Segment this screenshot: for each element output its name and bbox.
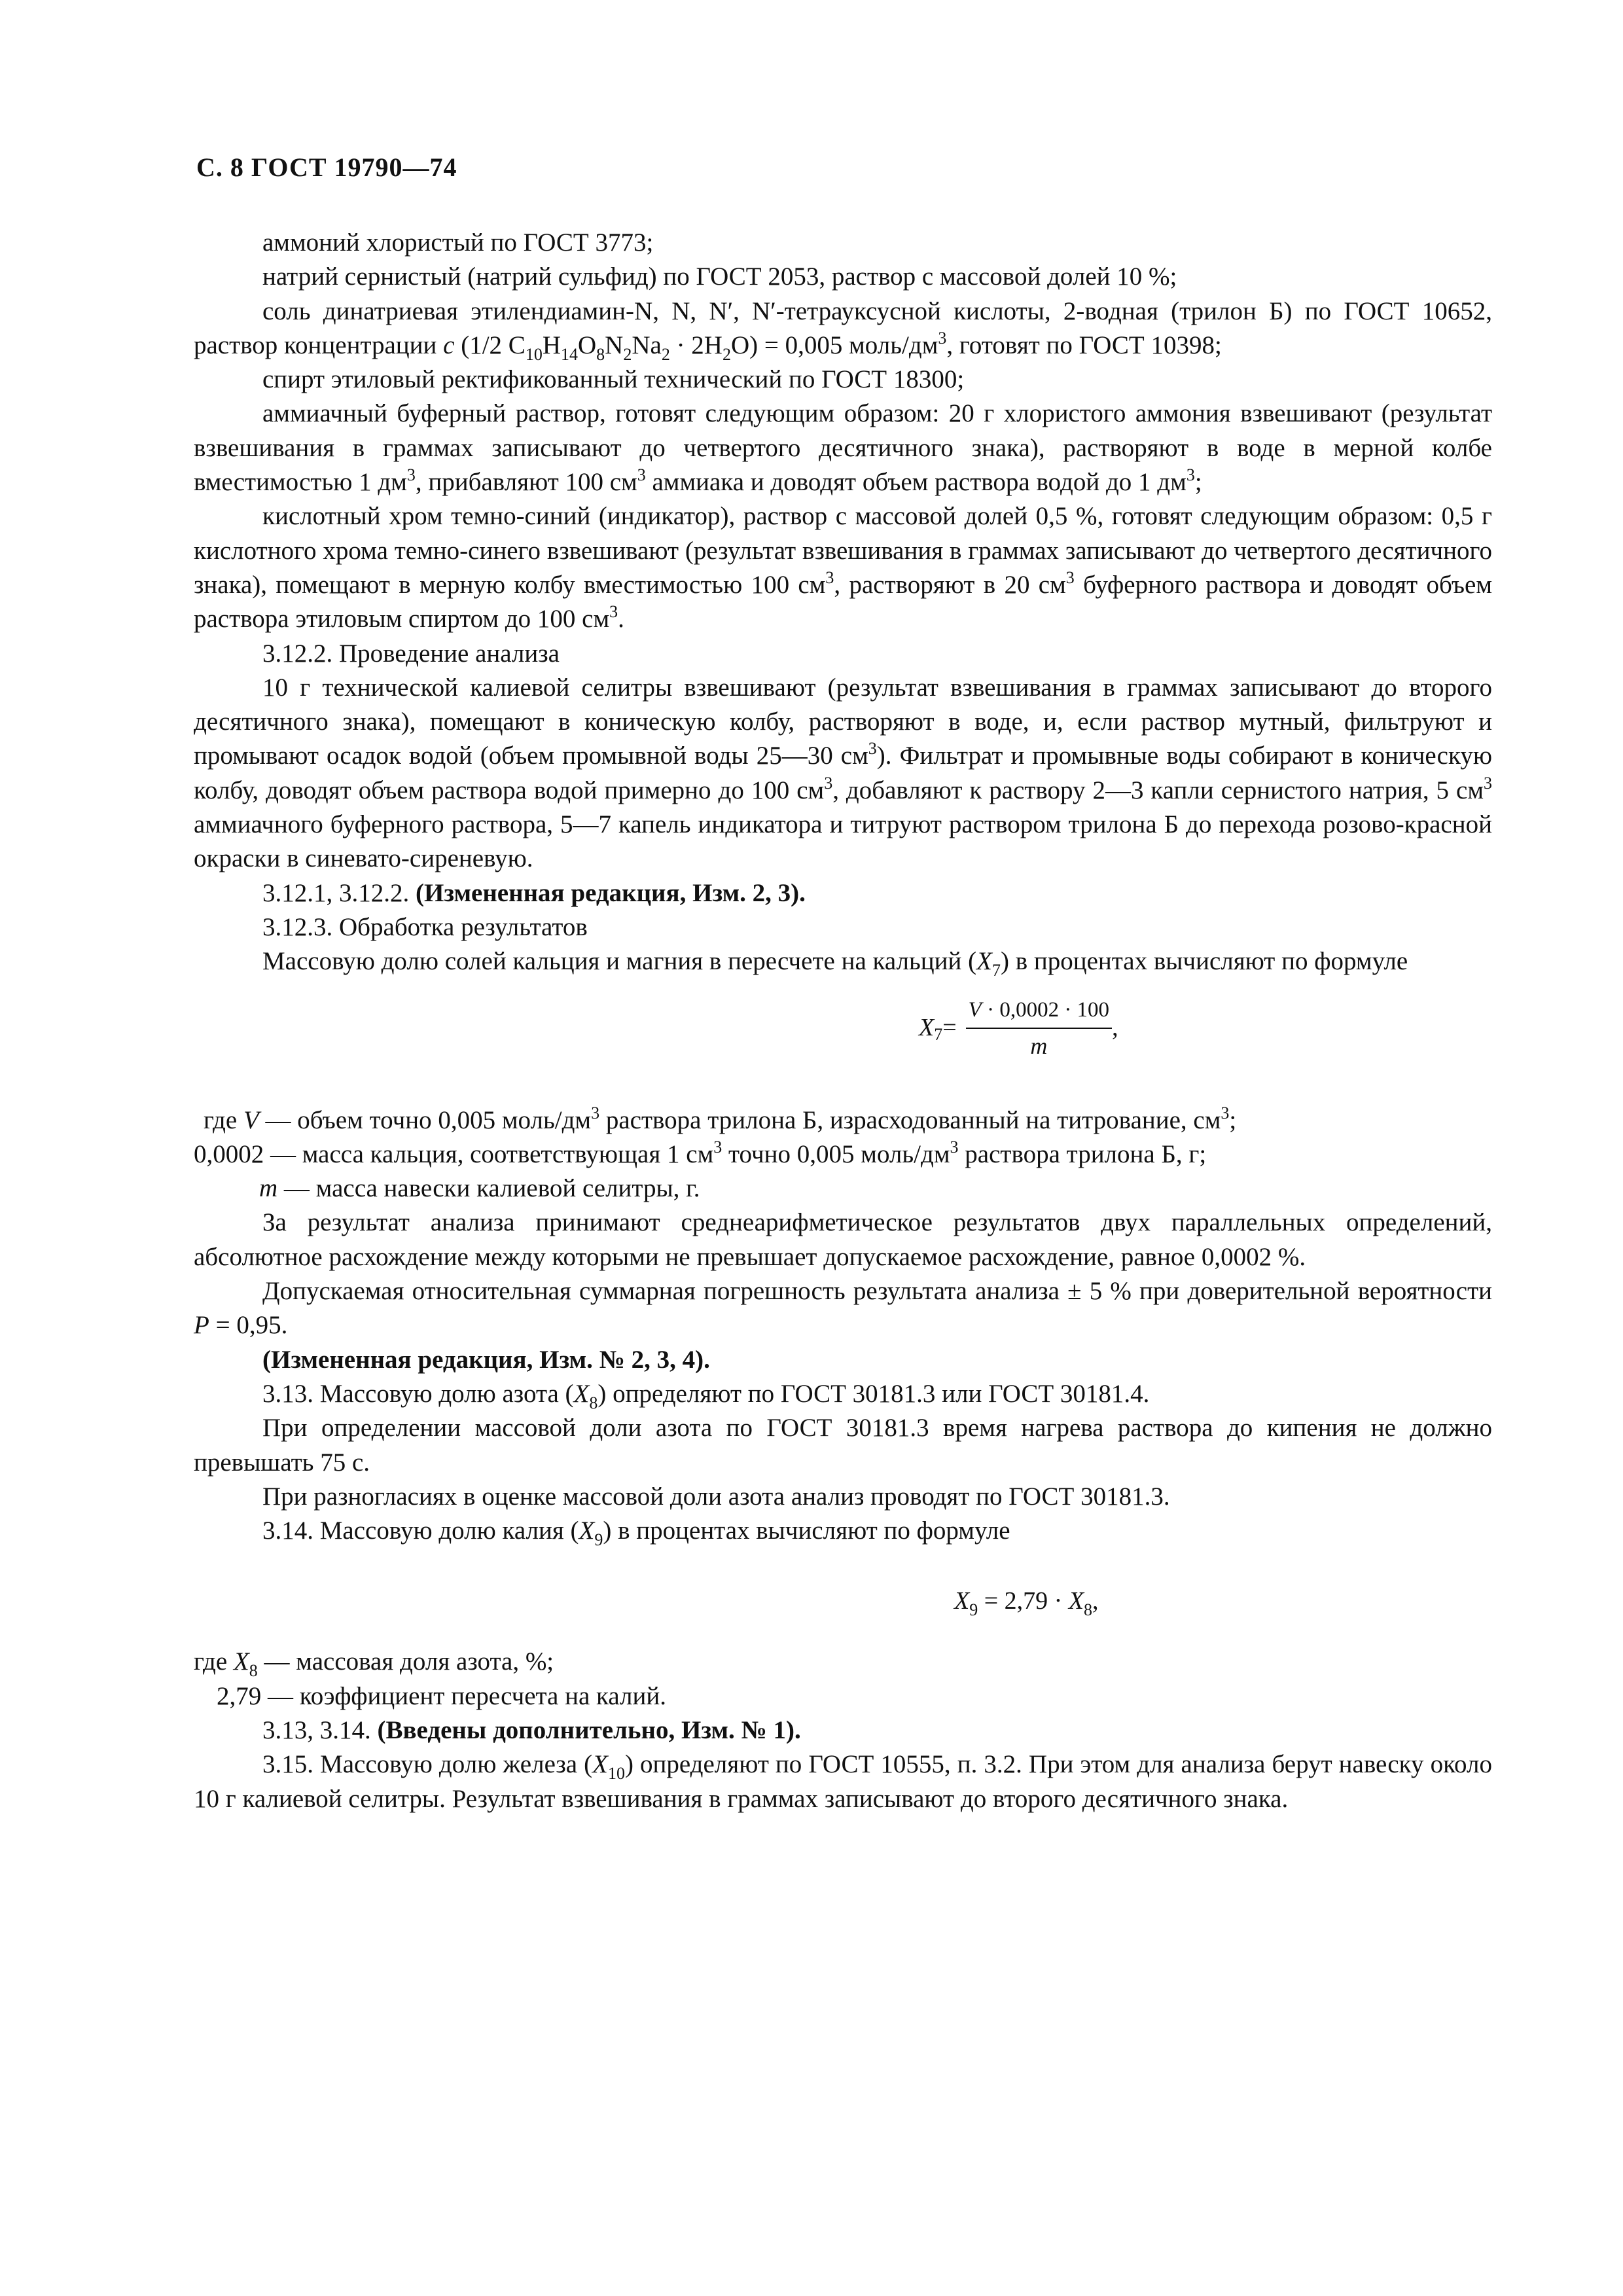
formula-legend-v: где V — объем точно 0,005 моль/$дм^3$ раствора трилона Б, израсходованный на титрование, $см^3$; bbox=[204, 1103, 1237, 1134]
amendment-note-3-12: 3.12.1, 3.12.2. (Измененная редакция, Изм. 2, 3). bbox=[262, 878, 806, 907]
formula-x7-numerator: V · 0,0002 · 100 bbox=[966, 995, 1112, 1029]
paragraph-result-acceptance: За результат анализа принимают среднеарифметическое результатов двух параллельных определений, абсолютное расхождение между которыми не превышает допускаемое расхождение, равное 0,0002 %. bbox=[194, 1208, 1492, 1271]
paragraph-reagent-ethanol: спирт этиловый ректификованный технический по ГОСТ 18300; bbox=[262, 365, 965, 394]
paragraph-3-15-iron: 3.15. Массовую долю железа $(X_{10})$ определяют по ГОСТ 10555, п. 3.2. При этом для анализа берут навеску около 10 г калиевой селитры. Результат взвешивания в граммах записывают до второго десятичного знака. bbox=[194, 1750, 1492, 1813]
section-heading-3-12-3: 3.12.3. Обработка результатов bbox=[262, 912, 588, 941]
amendment-note-2-3-4: (Измененная редакция, Изм. № 2, 3, 4). bbox=[262, 1345, 710, 1374]
paragraph-reagent-ammonium-chloride: аммоний хлористый по ГОСТ 3773; bbox=[262, 228, 654, 257]
document-body bbox=[194, 226, 1492, 1816]
paragraph-error-limit: Допускаемая относительная суммарная погрешность результата анализа ± 5 % при доверительной вероятности P = 0,95. bbox=[194, 1277, 1492, 1340]
paragraph-3-14-potassium: 3.14. Массовую долю калия $(X_9)$ в процентах вычисляют по формуле bbox=[262, 1516, 1010, 1550]
paragraph-dispute: При разногласиях в оценке массовой доли азота анализ проводят по ГОСТ 30181.3. bbox=[262, 1482, 1170, 1511]
section-heading-3-12-2: 3.12.2. Проведение анализа bbox=[262, 639, 560, 668]
formula-legend-m: m — масса навески калиевой селитры, г. bbox=[259, 1174, 700, 1203]
paragraph-analysis-procedure: 10 г технической калиевой селитры взвешивают (результат взвешивания в граммах записывают до второго десятичного знака), помещают в коническую колбу, растворяют в воде, и, если раствор мутный, фильтруют и промывают осадок водой (объем промывной воды 25—30 $см^3$). Фильтрат и промывные воды собирают в коническую колбу, доводят объем раствора водой примерно до 100 $см^3$, добавляют к раствору 2—3 капли сернистого натрия, 5 $см^3$ аммиачного буферного раствора, 5—7 капель индикатора и титруют раствором трилона Б до перехода розово-красной окраски в синевато-сиреневую. bbox=[194, 673, 1492, 873]
paragraph-calcium-formula-intro: Массовую долю солей кальция и магния в пересчете на кальций $(X_7)$ в процентах вычисляют по формуле bbox=[262, 947, 1408, 980]
paragraph-reagent-trilon-b: соль динатриевая этилендиамин-N, N, N′, N′-тетрауксусной кислоты, 2-водная (трилон Б) по ГОСТ 10652, раствор концентрации c (1/2 $C_{10}H_{14}O_8N_2Na_2 \cdot 2H_2O) = 0,005$ моль/$дм^3$, готовят по ГОСТ 10398; bbox=[194, 296, 1492, 364]
paragraph-reagent-sodium-sulfide: натрий сернистый (натрий сульфид) по ГОСТ 2053, раствор с массовой долей 10 %; bbox=[262, 262, 1177, 291]
formula-legend-2-79: 2,79 — коэффициент пересчета на калий. bbox=[217, 1681, 666, 1710]
formula-x7-fraction bbox=[966, 995, 1112, 1062]
paragraph-3-13-nitrogen: 3.13. Массовую долю азота $(X_8)$ определяют по ГОСТ 30181.3 или ГОСТ 30181.4. bbox=[262, 1379, 1150, 1412]
page-header: С. 8 ГОСТ 19790—74 bbox=[196, 152, 457, 182]
formula-legend-0-0002: 0,0002 — масса кальция, соответствующая 1 $см^3$ точно 0,005 моль/$дм^3$ раствора трилона Б, г; bbox=[194, 1137, 1207, 1168]
formula-x7-lhs: X bbox=[919, 1014, 935, 1042]
paragraph-reagent-indicator: кислотный хром темно-синий (индикатор), раствор с массовой долей 0,5 %, готовят следующим образом: 0,5 г кислотного хрома темно-синего взвешивают (результат взвешивания в граммах записывают до четвертого десятичного знака), помещают в мерную колбу вместимостью 100 $см^3$, растворяют в 20 $см^3$ буферного раствора и доводят объем раствора этиловым спиртом до 100 $см^3$. bbox=[194, 502, 1492, 634]
paragraph-reagent-ammonia-buffer: аммиачный буферный раствор, готовят следующим образом: 20 г хлористого аммония взвешивают (результат взвешивания в граммах записывают до четвертого десятичного знака), растворяют в воде в мерной колбе вместимостью 1 $дм^3$, прибавляют 100 $см^3$ аммиака и доводят объем раствора водой до 1 $дм^3$; bbox=[194, 399, 1492, 497]
formula-x7: X $_7$ = $\frac{V \cdot 0,0002 \cdot 100}{m}$ , bbox=[194, 979, 1492, 1103]
amendment-note-1: 3.13, 3.14. (Введены дополнительно, Изм. № 1). bbox=[262, 1715, 801, 1744]
paragraph-heating-time: При определении массовой доли азота по ГОСТ 30181.3 время нагрева раствора до кипения не должно превышать 75 с. bbox=[194, 1414, 1492, 1477]
formula-x7-denominator: m bbox=[1030, 1032, 1048, 1059]
formula-x9: $X_9 = 2,79 \cdot X_8$, bbox=[954, 1587, 1099, 1620]
formula-legend-x8: где $X_8$ — массовая доля азота, %; bbox=[194, 1647, 554, 1681]
